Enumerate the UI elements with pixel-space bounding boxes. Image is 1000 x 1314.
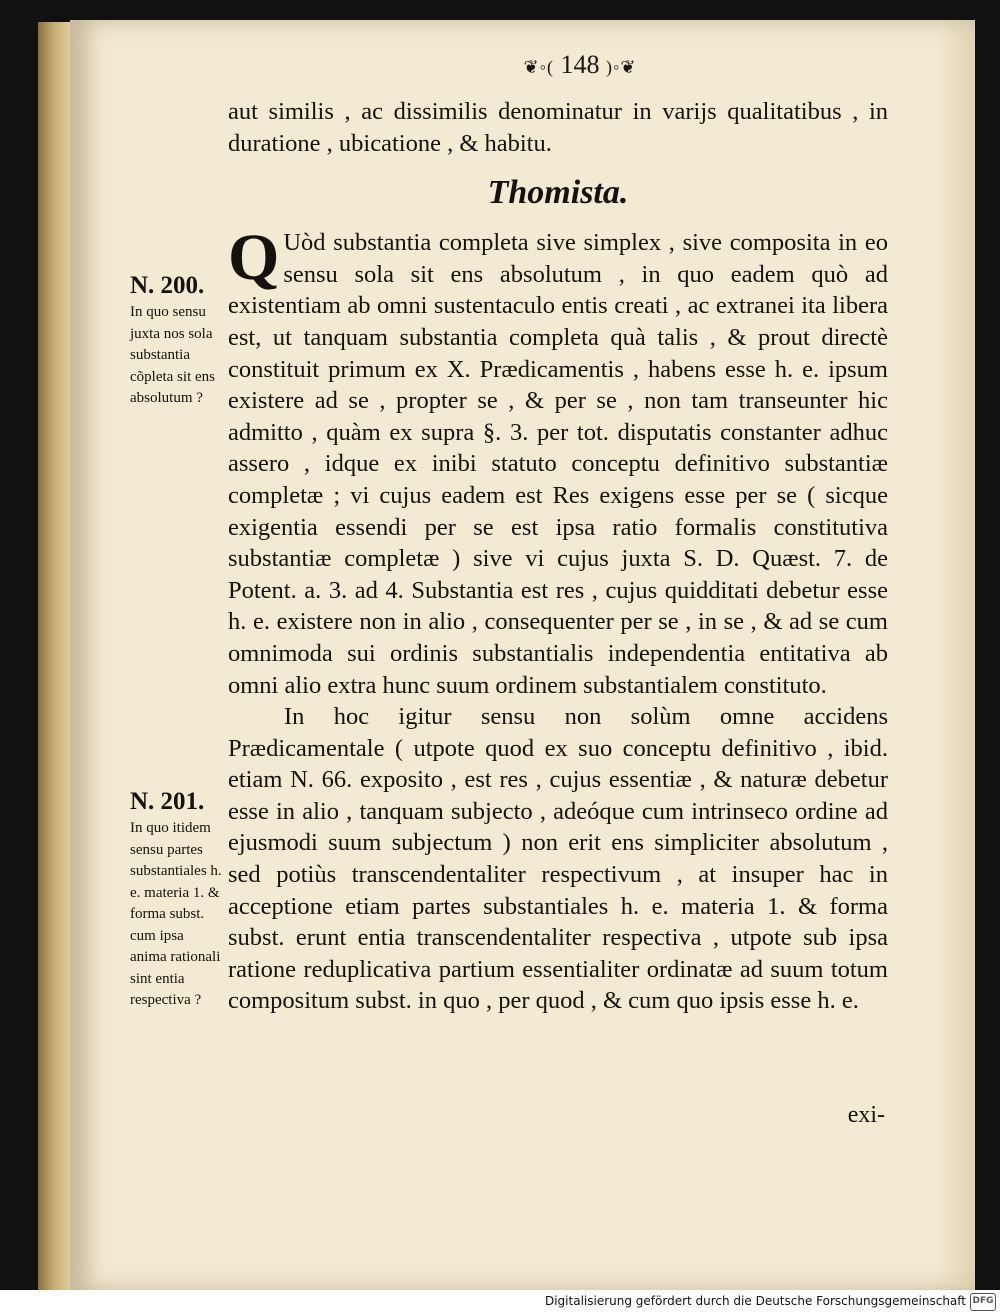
page-number: 148 — [560, 50, 600, 79]
running-header — [440, 50, 720, 90]
paragraph-1-text: Uòd substantia completa sive simplex , sive composita in eo sensu sola sit ens absolutum , in quo eadem quò ad existentiam ab omni sustentaculo entis creati , ac extranei ita libera est, ut tanquam substantia completa quà talis , & prout directè constituit primum ex X. Prædicamentis , habens esse h. e. ipsum existere ad se , propter se , & per se , non tam transeunter hic admitto , quàm ex supra §. 3. per tot. disputatis constanter adhuc assero , idque ex inibi statuto conceptu definitivo substantiæ completæ ; vi cujus eadem est Res exigens esse per se ( sicque exigentia essendi per se est ipsa ratio formalis constitutiva substantiæ completæ ) sive vi cujus juxta S. D. Quæst. 7. de Potent. a. 3. ad 4. Substantia est res , cujus quidditati debetur esse h. e. existere non in alio , consequenter per se , in se , & ad se cum omnimoda sui ordinis substantialis independentia entitativa ab omni alio extra hunc suum ordinem substantialem constituto. — [228, 229, 888, 699]
margin-note-text: In quo itidem sensu partes substantiales h. e. materia 1. & forma subst. cum ipsa anima rationali sint entia respectiva ? — [130, 820, 222, 1008]
paragraph-1 — [228, 221, 888, 701]
margin-note-text: In quo sensu juxta nos sola substantia cõpleta sit ens absolutum ? — [130, 304, 215, 406]
footer-credit: Digitalisierung gefördert durch die Deutsche Forschungsgemeinschaft — [544, 1294, 966, 1308]
catchword: exi- — [847, 1102, 885, 1128]
page-shadow — [935, 20, 975, 1290]
main-text — [228, 96, 888, 1017]
header-ornament-left: ❦◦( — [523, 57, 554, 77]
drop-cap: Q — [228, 221, 280, 295]
dfg-logo-icon: DFG — [970, 1293, 996, 1311]
paragraph-2: In hoc igitur sensu non solùm omne accidens Prædicamentale ( utpote quod ex suo conceptu definitivo , ibid. etiam N. 66. exposito , est res , cujus essentiæ , & naturæ debetur esse in alio , tanquam subjecto , adeóque cum intrinseco ordine ad ejusmodi suum subjectum ) non erit ens simpliciter absolutum , sed potiùs transcendentaliter respectivum , at insuper hac in acceptione etiam partes substantiales h. e. materia 1. & forma subst. erunt entia transcendentaliter respectiva , utpote sub ipsa ratione reduplicativa partium essentialiter ordinatæ ad suum totum compositum subst. in quo , per quod , & cum quo ipsis esse h. e. — [228, 703, 888, 1015]
margin-note-number: N. 200. — [130, 272, 205, 299]
section-heading: Thomista. — [487, 174, 629, 212]
margin-note-number: N. 201. — [130, 788, 205, 815]
paragraph-top: aut similis , ac dissimilis denominatur in varijs qualitatibus , in duratione , ubicatione , & habitu. — [228, 98, 888, 157]
header-ornament-right: )◦❦ — [606, 57, 637, 77]
margin-note-200 — [130, 270, 222, 410]
margin-note-201 — [130, 786, 222, 1012]
footer-bar — [0, 1292, 1000, 1314]
